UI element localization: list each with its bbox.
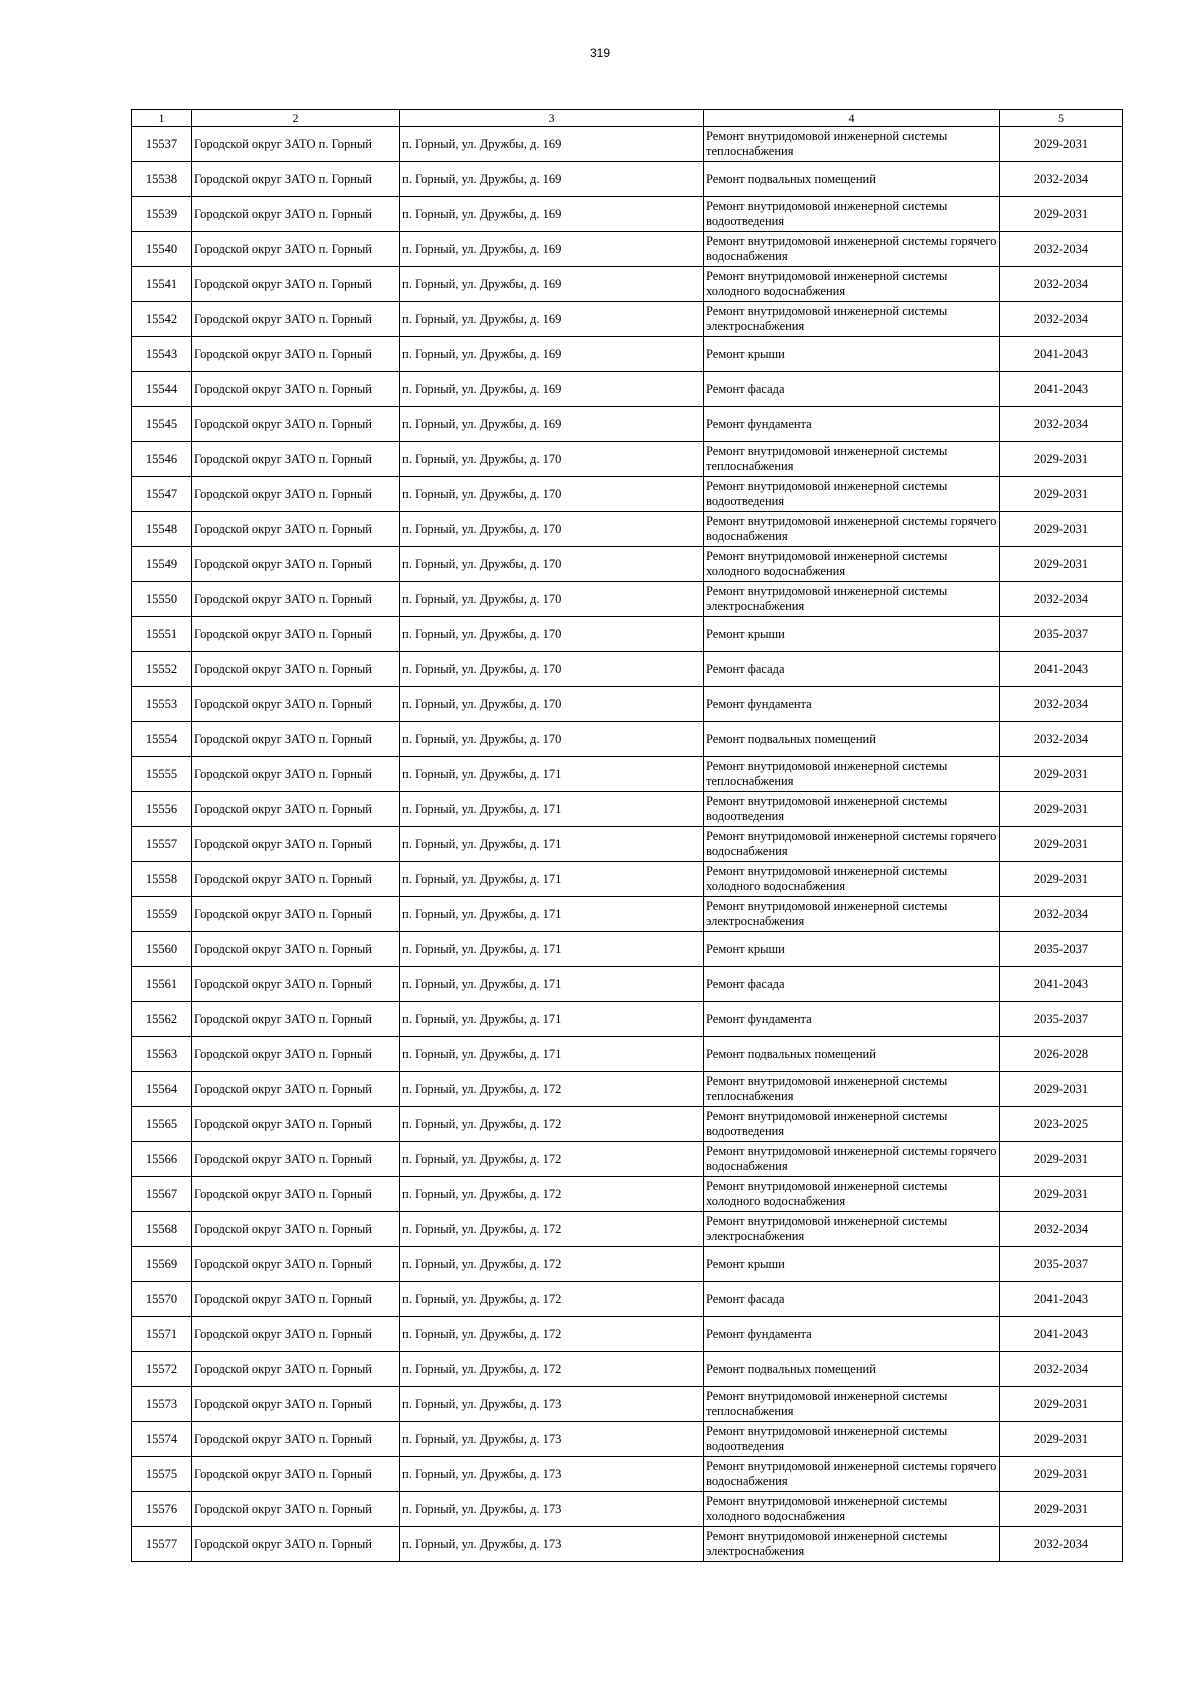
table-row <box>132 932 1123 967</box>
row-number: 15540 <box>132 232 192 267</box>
table-body <box>132 127 1123 1562</box>
municipality-cell: Городской округ ЗАТО п. Горный <box>192 1212 400 1247</box>
row-number: 15537 <box>132 127 192 162</box>
period-cell: 2041-2043 <box>1000 372 1123 407</box>
period-cell: 2029-2031 <box>1000 1422 1123 1457</box>
period-cell: 2029-2031 <box>1000 512 1123 547</box>
work-type-cell: Ремонт крыши <box>704 337 1000 372</box>
municipality-cell: Городской округ ЗАТО п. Горный <box>192 547 400 582</box>
row-number: 15561 <box>132 967 192 1002</box>
row-number: 15547 <box>132 477 192 512</box>
period-cell: 2032-2034 <box>1000 722 1123 757</box>
address-cell: п. Горный, ул. Дружбы, д. 170 <box>400 442 704 477</box>
work-type-cell: Ремонт крыши <box>704 932 1000 967</box>
period-cell: 2029-2031 <box>1000 1492 1123 1527</box>
period-cell: 2035-2037 <box>1000 617 1123 652</box>
municipality-cell: Городской округ ЗАТО п. Горный <box>192 1527 400 1562</box>
municipality-cell: Городской округ ЗАТО п. Горный <box>192 582 400 617</box>
address-cell: п. Горный, ул. Дружбы, д. 170 <box>400 722 704 757</box>
work-type-cell: Ремонт фундамента <box>704 1317 1000 1352</box>
period-cell: 2029-2031 <box>1000 442 1123 477</box>
table-row <box>132 1212 1123 1247</box>
column-header: 4 <box>704 110 1000 127</box>
row-number: 15554 <box>132 722 192 757</box>
work-type-cell: Ремонт фасада <box>704 372 1000 407</box>
address-cell: п. Горный, ул. Дружбы, д. 172 <box>400 1282 704 1317</box>
municipality-cell: Городской округ ЗАТО п. Горный <box>192 1457 400 1492</box>
row-number: 15569 <box>132 1247 192 1282</box>
row-number: 15555 <box>132 757 192 792</box>
address-cell: п. Горный, ул. Дружбы, д. 173 <box>400 1422 704 1457</box>
row-number: 15549 <box>132 547 192 582</box>
period-cell: 2029-2031 <box>1000 862 1123 897</box>
work-type-cell: Ремонт внутридомовой инженерной системы электроснабжения <box>704 1212 1000 1247</box>
municipality-cell: Городской округ ЗАТО п. Горный <box>192 337 400 372</box>
work-type-cell: Ремонт внутридомовой инженерной системы электроснабжения <box>704 582 1000 617</box>
municipality-cell: Городской округ ЗАТО п. Горный <box>192 1142 400 1177</box>
row-number: 15556 <box>132 792 192 827</box>
table-row <box>132 1317 1123 1352</box>
address-cell: п. Горный, ул. Дружбы, д. 170 <box>400 617 704 652</box>
municipality-cell: Городской округ ЗАТО п. Горный <box>192 932 400 967</box>
row-number: 15574 <box>132 1422 192 1457</box>
period-cell: 2041-2043 <box>1000 967 1123 1002</box>
work-type-cell: Ремонт внутридомовой инженерной системы холодного водоснабжения <box>704 547 1000 582</box>
row-number: 15559 <box>132 897 192 932</box>
municipality-cell: Городской округ ЗАТО п. Горный <box>192 302 400 337</box>
work-type-cell: Ремонт фасада <box>704 1282 1000 1317</box>
work-type-cell: Ремонт внутридомовой инженерной системы холодного водоснабжения <box>704 267 1000 302</box>
work-type-cell: Ремонт внутридомовой инженерной системы электроснабжения <box>704 1527 1000 1562</box>
row-number: 15545 <box>132 407 192 442</box>
municipality-cell: Городской округ ЗАТО п. Горный <box>192 232 400 267</box>
municipality-cell: Городской округ ЗАТО п. Горный <box>192 1352 400 1387</box>
table-row <box>132 1142 1123 1177</box>
municipality-cell: Городской округ ЗАТО п. Горный <box>192 652 400 687</box>
period-cell: 2032-2034 <box>1000 407 1123 442</box>
row-number: 15566 <box>132 1142 192 1177</box>
column-header: 3 <box>400 110 704 127</box>
period-cell: 2041-2043 <box>1000 1317 1123 1352</box>
address-cell: п. Горный, ул. Дружбы, д. 171 <box>400 897 704 932</box>
work-type-cell: Ремонт внутридомовой инженерной системы теплоснабжения <box>704 127 1000 162</box>
table-row <box>132 967 1123 1002</box>
row-number: 15560 <box>132 932 192 967</box>
period-cell: 2032-2034 <box>1000 302 1123 337</box>
work-type-cell: Ремонт фасада <box>704 652 1000 687</box>
work-type-cell: Ремонт внутридомовой инженерной системы теплоснабжения <box>704 442 1000 477</box>
table-row <box>132 302 1123 337</box>
address-cell: п. Горный, ул. Дружбы, д. 170 <box>400 512 704 547</box>
address-cell: п. Горный, ул. Дружбы, д. 170 <box>400 652 704 687</box>
work-type-cell: Ремонт подвальных помещений <box>704 722 1000 757</box>
row-number: 15570 <box>132 1282 192 1317</box>
period-cell: 2032-2034 <box>1000 897 1123 932</box>
period-cell: 2032-2034 <box>1000 1212 1123 1247</box>
work-type-cell: Ремонт фундамента <box>704 407 1000 442</box>
row-number: 15562 <box>132 1002 192 1037</box>
work-type-cell: Ремонт подвальных помещений <box>704 162 1000 197</box>
period-cell: 2026-2028 <box>1000 1037 1123 1072</box>
period-cell: 2041-2043 <box>1000 337 1123 372</box>
row-number: 15548 <box>132 512 192 547</box>
municipality-cell: Городской округ ЗАТО п. Горный <box>192 967 400 1002</box>
row-number: 15542 <box>132 302 192 337</box>
table-row <box>132 1387 1123 1422</box>
row-number: 15538 <box>132 162 192 197</box>
address-cell: п. Горный, ул. Дружбы, д. 172 <box>400 1142 704 1177</box>
row-number: 15551 <box>132 617 192 652</box>
work-type-cell: Ремонт фундамента <box>704 687 1000 722</box>
address-cell: п. Горный, ул. Дружбы, д. 173 <box>400 1492 704 1527</box>
period-cell: 2029-2031 <box>1000 1387 1123 1422</box>
address-cell: п. Горный, ул. Дружбы, д. 170 <box>400 687 704 722</box>
table-row <box>132 477 1123 512</box>
period-cell: 2041-2043 <box>1000 652 1123 687</box>
period-cell: 2041-2043 <box>1000 1282 1123 1317</box>
municipality-cell: Городской округ ЗАТО п. Горный <box>192 1282 400 1317</box>
table-row <box>132 897 1123 932</box>
work-type-cell: Ремонт фасада <box>704 967 1000 1002</box>
period-cell: 2032-2034 <box>1000 232 1123 267</box>
work-type-cell: Ремонт внутридомовой инженерной системы горячего водоснабжения <box>704 827 1000 862</box>
work-type-cell: Ремонт внутридомовой инженерной системы водоотведения <box>704 1107 1000 1142</box>
address-cell: п. Горный, ул. Дружбы, д. 170 <box>400 582 704 617</box>
table-row <box>132 1282 1123 1317</box>
table-row <box>132 862 1123 897</box>
work-type-cell: Ремонт внутридомовой инженерной системы холодного водоснабжения <box>704 1177 1000 1212</box>
municipality-cell: Городской округ ЗАТО п. Горный <box>192 1317 400 1352</box>
work-type-cell: Ремонт внутридомовой инженерной системы горячего водоснабжения <box>704 1457 1000 1492</box>
address-cell: п. Горный, ул. Дружбы, д. 171 <box>400 967 704 1002</box>
work-type-cell: Ремонт внутридомовой инженерной системы горячего водоснабжения <box>704 1142 1000 1177</box>
municipality-cell: Городской округ ЗАТО п. Горный <box>192 687 400 722</box>
table-row <box>132 197 1123 232</box>
table-row <box>132 547 1123 582</box>
table-row <box>132 372 1123 407</box>
work-type-cell: Ремонт внутридомовой инженерной системы теплоснабжения <box>704 1072 1000 1107</box>
municipality-cell: Городской округ ЗАТО п. Горный <box>192 897 400 932</box>
address-cell: п. Горный, ул. Дружбы, д. 169 <box>400 267 704 302</box>
address-cell: п. Горный, ул. Дружбы, д. 171 <box>400 1037 704 1072</box>
period-cell: 2029-2031 <box>1000 1142 1123 1177</box>
work-type-cell: Ремонт внутридомовой инженерной системы холодного водоснабжения <box>704 1492 1000 1527</box>
column-header: 5 <box>1000 110 1123 127</box>
period-cell: 2029-2031 <box>1000 1177 1123 1212</box>
address-cell: п. Горный, ул. Дружбы, д. 169 <box>400 337 704 372</box>
municipality-cell: Городской округ ЗАТО п. Горный <box>192 127 400 162</box>
period-cell: 2035-2037 <box>1000 932 1123 967</box>
table-row <box>132 792 1123 827</box>
row-number: 15567 <box>132 1177 192 1212</box>
table-row <box>132 337 1123 372</box>
address-cell: п. Горный, ул. Дружбы, д. 171 <box>400 862 704 897</box>
period-cell: 2029-2031 <box>1000 197 1123 232</box>
table-row <box>132 1422 1123 1457</box>
municipality-cell: Городской округ ЗАТО п. Горный <box>192 1422 400 1457</box>
municipality-cell: Городской округ ЗАТО п. Горный <box>192 1002 400 1037</box>
period-cell: 2029-2031 <box>1000 127 1123 162</box>
municipality-cell: Городской округ ЗАТО п. Горный <box>192 1072 400 1107</box>
row-number: 15568 <box>132 1212 192 1247</box>
address-cell: п. Горный, ул. Дружбы, д. 171 <box>400 757 704 792</box>
table-row <box>132 512 1123 547</box>
row-number: 15550 <box>132 582 192 617</box>
table-row <box>132 1492 1123 1527</box>
table-row <box>132 617 1123 652</box>
page-number: 319 <box>589 46 611 60</box>
work-type-cell: Ремонт крыши <box>704 1247 1000 1282</box>
period-cell: 2029-2031 <box>1000 1457 1123 1492</box>
table-row <box>132 442 1123 477</box>
row-number: 15571 <box>132 1317 192 1352</box>
table-row <box>132 1002 1123 1037</box>
address-cell: п. Горный, ул. Дружбы, д. 173 <box>400 1387 704 1422</box>
table-row <box>132 582 1123 617</box>
address-cell: п. Горный, ул. Дружбы, д. 169 <box>400 407 704 442</box>
work-type-cell: Ремонт внутридомовой инженерной системы горячего водоснабжения <box>704 512 1000 547</box>
table-row <box>132 687 1123 722</box>
address-cell: п. Горный, ул. Дружбы, д. 170 <box>400 477 704 512</box>
work-type-cell: Ремонт внутридомовой инженерной системы холодного водоснабжения <box>704 862 1000 897</box>
period-cell: 2029-2031 <box>1000 547 1123 582</box>
period-cell: 2032-2034 <box>1000 162 1123 197</box>
period-cell: 2032-2034 <box>1000 267 1123 302</box>
period-cell: 2032-2034 <box>1000 1352 1123 1387</box>
municipality-cell: Городской округ ЗАТО п. Горный <box>192 477 400 512</box>
table-row <box>132 1177 1123 1212</box>
municipality-cell: Городской округ ЗАТО п. Горный <box>192 442 400 477</box>
table-row <box>132 127 1123 162</box>
table-row <box>132 1247 1123 1282</box>
work-type-cell: Ремонт подвальных помещений <box>704 1037 1000 1072</box>
row-number: 15573 <box>132 1387 192 1422</box>
row-number: 15544 <box>132 372 192 407</box>
address-cell: п. Горный, ул. Дружбы, д. 172 <box>400 1352 704 1387</box>
municipality-cell: Городской округ ЗАТО п. Горный <box>192 197 400 232</box>
period-cell: 2029-2031 <box>1000 757 1123 792</box>
table-row <box>132 1037 1123 1072</box>
table-row <box>132 232 1123 267</box>
table-row <box>132 722 1123 757</box>
municipality-cell: Городской округ ЗАТО п. Горный <box>192 1387 400 1422</box>
work-type-cell: Ремонт крыши <box>704 617 1000 652</box>
municipality-cell: Городской округ ЗАТО п. Горный <box>192 722 400 757</box>
address-cell: п. Горный, ул. Дружбы, д. 169 <box>400 302 704 337</box>
period-cell: 2032-2034 <box>1000 582 1123 617</box>
period-cell: 2029-2031 <box>1000 792 1123 827</box>
table-row <box>132 1527 1123 1562</box>
row-number: 15563 <box>132 1037 192 1072</box>
municipality-cell: Городской округ ЗАТО п. Горный <box>192 372 400 407</box>
work-type-cell: Ремонт подвальных помещений <box>704 1352 1000 1387</box>
period-cell: 2023-2025 <box>1000 1107 1123 1142</box>
municipality-cell: Городской округ ЗАТО п. Горный <box>192 1492 400 1527</box>
address-cell: п. Горный, ул. Дружбы, д. 171 <box>400 827 704 862</box>
row-number: 15576 <box>132 1492 192 1527</box>
row-number: 15577 <box>132 1527 192 1562</box>
address-cell: п. Горный, ул. Дружбы, д. 172 <box>400 1247 704 1282</box>
column-header: 1 <box>132 110 192 127</box>
registry-table <box>131 109 1123 1562</box>
work-type-cell: Ремонт внутридомовой инженерной системы электроснабжения <box>704 302 1000 337</box>
table-row <box>132 1457 1123 1492</box>
row-number: 15541 <box>132 267 192 302</box>
row-number: 15565 <box>132 1107 192 1142</box>
address-cell: п. Горный, ул. Дружбы, д. 171 <box>400 932 704 967</box>
row-number: 15564 <box>132 1072 192 1107</box>
table-header <box>132 110 1123 127</box>
address-cell: п. Горный, ул. Дружбы, д. 172 <box>400 1317 704 1352</box>
address-cell: п. Горный, ул. Дружбы, д. 170 <box>400 547 704 582</box>
table-row <box>132 827 1123 862</box>
row-number: 15552 <box>132 652 192 687</box>
period-cell: 2029-2031 <box>1000 1072 1123 1107</box>
municipality-cell: Городской округ ЗАТО п. Горный <box>192 792 400 827</box>
row-number: 15558 <box>132 862 192 897</box>
row-number: 15572 <box>132 1352 192 1387</box>
address-cell: п. Горный, ул. Дружбы, д. 169 <box>400 232 704 267</box>
row-number: 15575 <box>132 1457 192 1492</box>
work-type-cell: Ремонт внутридомовой инженерной системы водоотведения <box>704 792 1000 827</box>
period-cell: 2029-2031 <box>1000 477 1123 512</box>
row-number: 15543 <box>132 337 192 372</box>
address-cell: п. Горный, ул. Дружбы, д. 171 <box>400 1002 704 1037</box>
period-cell: 2035-2037 <box>1000 1002 1123 1037</box>
address-cell: п. Горный, ул. Дружбы, д. 172 <box>400 1107 704 1142</box>
period-cell: 2032-2034 <box>1000 1527 1123 1562</box>
municipality-cell: Городской округ ЗАТО п. Горный <box>192 862 400 897</box>
row-number: 15539 <box>132 197 192 232</box>
address-cell: п. Горный, ул. Дружбы, д. 169 <box>400 127 704 162</box>
address-cell: п. Горный, ул. Дружбы, д. 173 <box>400 1527 704 1562</box>
work-type-cell: Ремонт фундамента <box>704 1002 1000 1037</box>
municipality-cell: Городской округ ЗАТО п. Горный <box>192 162 400 197</box>
address-cell: п. Горный, ул. Дружбы, д. 172 <box>400 1177 704 1212</box>
column-header: 2 <box>192 110 400 127</box>
work-type-cell: Ремонт внутридомовой инженерной системы водоотведения <box>704 197 1000 232</box>
work-type-cell: Ремонт внутридомовой инженерной системы горячего водоснабжения <box>704 232 1000 267</box>
period-cell: 2029-2031 <box>1000 827 1123 862</box>
address-cell: п. Горный, ул. Дружбы, д. 172 <box>400 1212 704 1247</box>
row-number: 15546 <box>132 442 192 477</box>
municipality-cell: Городской округ ЗАТО п. Горный <box>192 1037 400 1072</box>
work-type-cell: Ремонт внутридомовой инженерной системы водоотведения <box>704 477 1000 512</box>
address-cell: п. Горный, ул. Дружбы, д. 169 <box>400 197 704 232</box>
municipality-cell: Городской округ ЗАТО п. Горный <box>192 757 400 792</box>
row-number: 15557 <box>132 827 192 862</box>
header-row <box>132 110 1123 127</box>
table-row <box>132 1107 1123 1142</box>
municipality-cell: Городской округ ЗАТО п. Горный <box>192 512 400 547</box>
work-type-cell: Ремонт внутридомовой инженерной системы электроснабжения <box>704 897 1000 932</box>
table-row <box>132 757 1123 792</box>
table-row <box>132 407 1123 442</box>
table-row <box>132 652 1123 687</box>
work-type-cell: Ремонт внутридомовой инженерной системы водоотведения <box>704 1422 1000 1457</box>
work-type-cell: Ремонт внутридомовой инженерной системы теплоснабжения <box>704 1387 1000 1422</box>
municipality-cell: Городской округ ЗАТО п. Горный <box>192 617 400 652</box>
table-row <box>132 267 1123 302</box>
municipality-cell: Городской округ ЗАТО п. Горный <box>192 1107 400 1142</box>
municipality-cell: Городской округ ЗАТО п. Горный <box>192 827 400 862</box>
work-type-cell: Ремонт внутридомовой инженерной системы теплоснабжения <box>704 757 1000 792</box>
table-row <box>132 1352 1123 1387</box>
address-cell: п. Горный, ул. Дружбы, д. 171 <box>400 792 704 827</box>
table-row <box>132 162 1123 197</box>
period-cell: 2035-2037 <box>1000 1247 1123 1282</box>
row-number: 15553 <box>132 687 192 722</box>
address-cell: п. Горный, ул. Дружбы, д. 169 <box>400 372 704 407</box>
municipality-cell: Городской округ ЗАТО п. Горный <box>192 267 400 302</box>
address-cell: п. Горный, ул. Дружбы, д. 172 <box>400 1072 704 1107</box>
address-cell: п. Горный, ул. Дружбы, д. 173 <box>400 1457 704 1492</box>
municipality-cell: Городской округ ЗАТО п. Горный <box>192 1177 400 1212</box>
table-row <box>132 1072 1123 1107</box>
period-cell: 2032-2034 <box>1000 687 1123 722</box>
municipality-cell: Городской округ ЗАТО п. Горный <box>192 1247 400 1282</box>
address-cell: п. Горный, ул. Дружбы, д. 169 <box>400 162 704 197</box>
municipality-cell: Городской округ ЗАТО п. Горный <box>192 407 400 442</box>
